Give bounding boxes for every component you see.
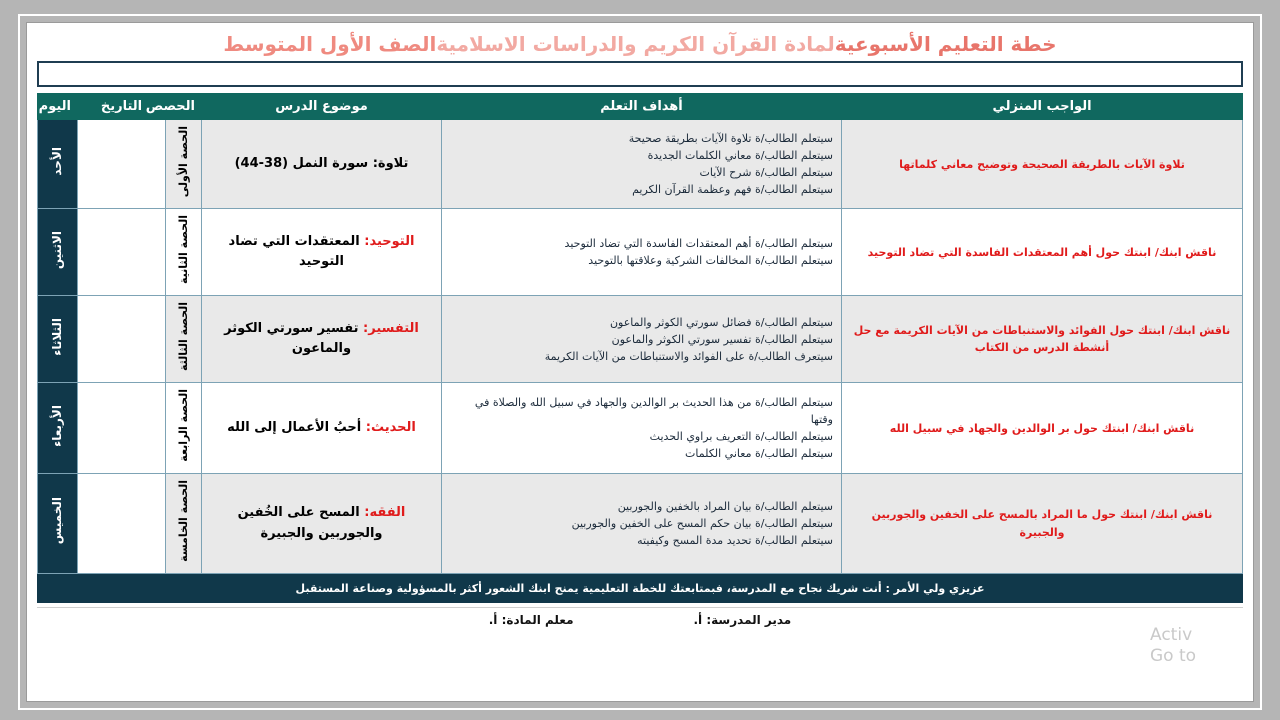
cell-homework [842, 383, 1243, 474]
topic-text: تلاوة: سورة النمل (38-44) [234, 156, 409, 172]
table-row [38, 296, 1243, 383]
cell-date[interactable] [78, 209, 166, 296]
document-sheet [26, 22, 1254, 702]
cell-day [38, 209, 78, 296]
cell-homework [842, 296, 1243, 383]
day-label: الأحد [50, 147, 65, 176]
cell-day [38, 474, 78, 574]
day-label: الأربعاء [50, 404, 65, 447]
teacher-signature: معلم المادة: أ. [488, 612, 574, 627]
topic-label: التوحيد: [364, 234, 415, 250]
period-label: الحصة الخامسة [176, 480, 190, 562]
table-row [38, 120, 1243, 209]
cell-period [166, 120, 202, 209]
cell-date[interactable] [78, 383, 166, 474]
page-title [35, 29, 1245, 61]
goal-line: سيتعلم الطالب/ة معاني الكلمات الجديدة [647, 149, 833, 163]
table-row [38, 474, 1243, 574]
cell-homework [842, 209, 1243, 296]
goal-line: سيتعلم الطالب/ة بيان حكم المسح على الخفين والجوربين [571, 517, 833, 530]
goal-line: سيتعلم الطالب/ة فهم وعظمة القرآن الكريم [632, 183, 833, 197]
watermark-line-1: Activ [1150, 625, 1193, 645]
goal-line: سيتعلم الطالب/ة تفسير سورتي الكوثر والماعون [611, 332, 833, 346]
topic-text: تفسير سورتي الكوثر والماعون [224, 321, 364, 357]
goal-line: سيتعلم الطالب/ة تحديد مدة المسح وكيفيته [637, 534, 833, 548]
cell-day [38, 383, 78, 474]
topic-text: المعتقدات التي تضاد التوحيد [228, 234, 365, 270]
cell-goals [442, 296, 842, 383]
goal-line: سيتعلم الطالب/ة شرح الآيات [699, 166, 833, 180]
homework-prefix: ناقش ابنك/ ابنتك [1119, 508, 1213, 522]
homework-text: حول الفوائد والاستنباطات من الآيات الكريمة مع حل أنشطة الدرس من الكتاب [853, 324, 1138, 355]
cell-period [166, 383, 202, 474]
cell-homework [842, 474, 1243, 574]
cell-period [166, 209, 202, 296]
notes-input-strip[interactable] [37, 61, 1243, 87]
cell-goals [442, 120, 842, 209]
page-title-part1: خطة التعليم الأسبوعية [834, 32, 1057, 56]
table-row [38, 209, 1243, 296]
homework-prefix: ناقش ابنك/ ابنتك [1123, 245, 1217, 259]
signature-row [37, 607, 1243, 631]
cell-topic [202, 383, 442, 474]
period-label: الحصة الثانية [176, 215, 190, 285]
topic-text: أحبُ الأعمال إلى الله [227, 420, 366, 436]
day-label: الثلاثاء [50, 317, 65, 356]
cell-day [38, 120, 78, 209]
header-homework: الواجب المنزلي [842, 94, 1243, 120]
day-label: الخميس [50, 497, 65, 545]
table-header-row [38, 94, 1243, 120]
cell-day [38, 296, 78, 383]
homework-text: حول بر الوالدين والجهاد في سبيل الله [889, 421, 1102, 435]
topic-label: الحديث: [365, 420, 416, 436]
cell-period [166, 296, 202, 383]
homework-text: حول ما المراد بالمسح على الخفين والجوربين والجبيرة [871, 508, 1120, 539]
goal-line: سيتعلم الطالب/ة تلاوة الآيات بطريقة صحيحة [628, 132, 833, 146]
period-label: الحصة الثالثة [176, 302, 190, 372]
header-goals: أهداف التعلم [442, 94, 842, 120]
day-label: الاثنين [50, 230, 65, 269]
cell-homework [842, 120, 1243, 209]
page-title-part2: لمادة القرآن الكريم والدراسات الاسلامية [436, 32, 835, 56]
cell-topic [202, 120, 442, 209]
header-periods: الحصص [166, 94, 202, 120]
topic-label: الفقه: [364, 505, 406, 521]
goal-line: سيتعلم الطالب/ة التعريف براوي الحديث [649, 430, 833, 444]
period-label: الحصة الأولى [176, 126, 190, 198]
header-topic: موضوع الدرس [202, 94, 442, 120]
table-row [38, 383, 1243, 474]
cell-date[interactable] [78, 296, 166, 383]
cell-date[interactable] [78, 474, 166, 574]
homework-text: حول أهم المعتقدات الفاسدة التي تضاد التوحيد [867, 245, 1124, 259]
topic-label: التفسير: [363, 321, 419, 337]
cell-topic [202, 209, 442, 296]
goal-line: سيتعلم الطالب/ة فضائل سورتي الكوثر والماعون [609, 315, 833, 329]
parent-message-bar: عزيزي ولي الأمر : أنت شريك نجاح مع المدرسة، فبمتابعتك للخطة التعليمية يمنح ابنك الشعور أكثر بالمسؤولية وصناعة المستقبل [37, 574, 1243, 603]
page-title-part3: الصف الأول المتوسط [223, 32, 437, 56]
table-body [38, 120, 1243, 574]
principal-signature: مدير المدرسة: أ. [693, 612, 792, 627]
cell-date[interactable] [78, 120, 166, 209]
cell-goals [442, 474, 842, 574]
period-label: الحصة الرابعة [176, 389, 190, 463]
weekly-plan-table [37, 93, 1243, 574]
goal-line: سيتعلم الطالب/ة من هذا الحديث بر الوالدين والجهاد في سبيل الله والصلاة في وقتها [474, 396, 833, 427]
cell-period [166, 474, 202, 574]
goal-line: سيتعلم الطالب/ة بيان المراد بالخفين والجوربين [617, 499, 833, 513]
goal-line: سيتعرف الطالب/ة على الفوائد والاستنباطات من الآيات الكريمة [544, 349, 833, 363]
sheet-outline [18, 14, 1262, 710]
cell-topic [202, 296, 442, 383]
goal-line: سيتعلم الطالب/ة أهم المعتقدات الفاسدة التي تضاد التوحيد [564, 237, 833, 251]
cell-topic [202, 474, 442, 574]
homework-text: تلاوة الآيات بالطريقة الصحيحة وتوضيح معاني كلماتها [899, 157, 1185, 171]
header-date: التاريخ [78, 94, 166, 120]
goal-line: سيتعلم الطالب/ة معاني الكلمات [685, 447, 833, 461]
cell-goals [442, 209, 842, 296]
watermark-line-2: Go to [1150, 646, 1197, 667]
goal-line: سيتعلم الطالب/ة المخالفات الشركية وعلاقتها بالتوحيد [588, 254, 833, 268]
homework-prefix: ناقش ابنك/ ابنتك [1137, 324, 1231, 338]
cell-goals [442, 383, 842, 474]
topic-text: المسح على الخُفين والجوربين والجبيرة [237, 505, 383, 541]
header-day: اليوم [38, 94, 78, 120]
homework-prefix: ناقش ابنك/ ابنتك [1101, 421, 1195, 435]
